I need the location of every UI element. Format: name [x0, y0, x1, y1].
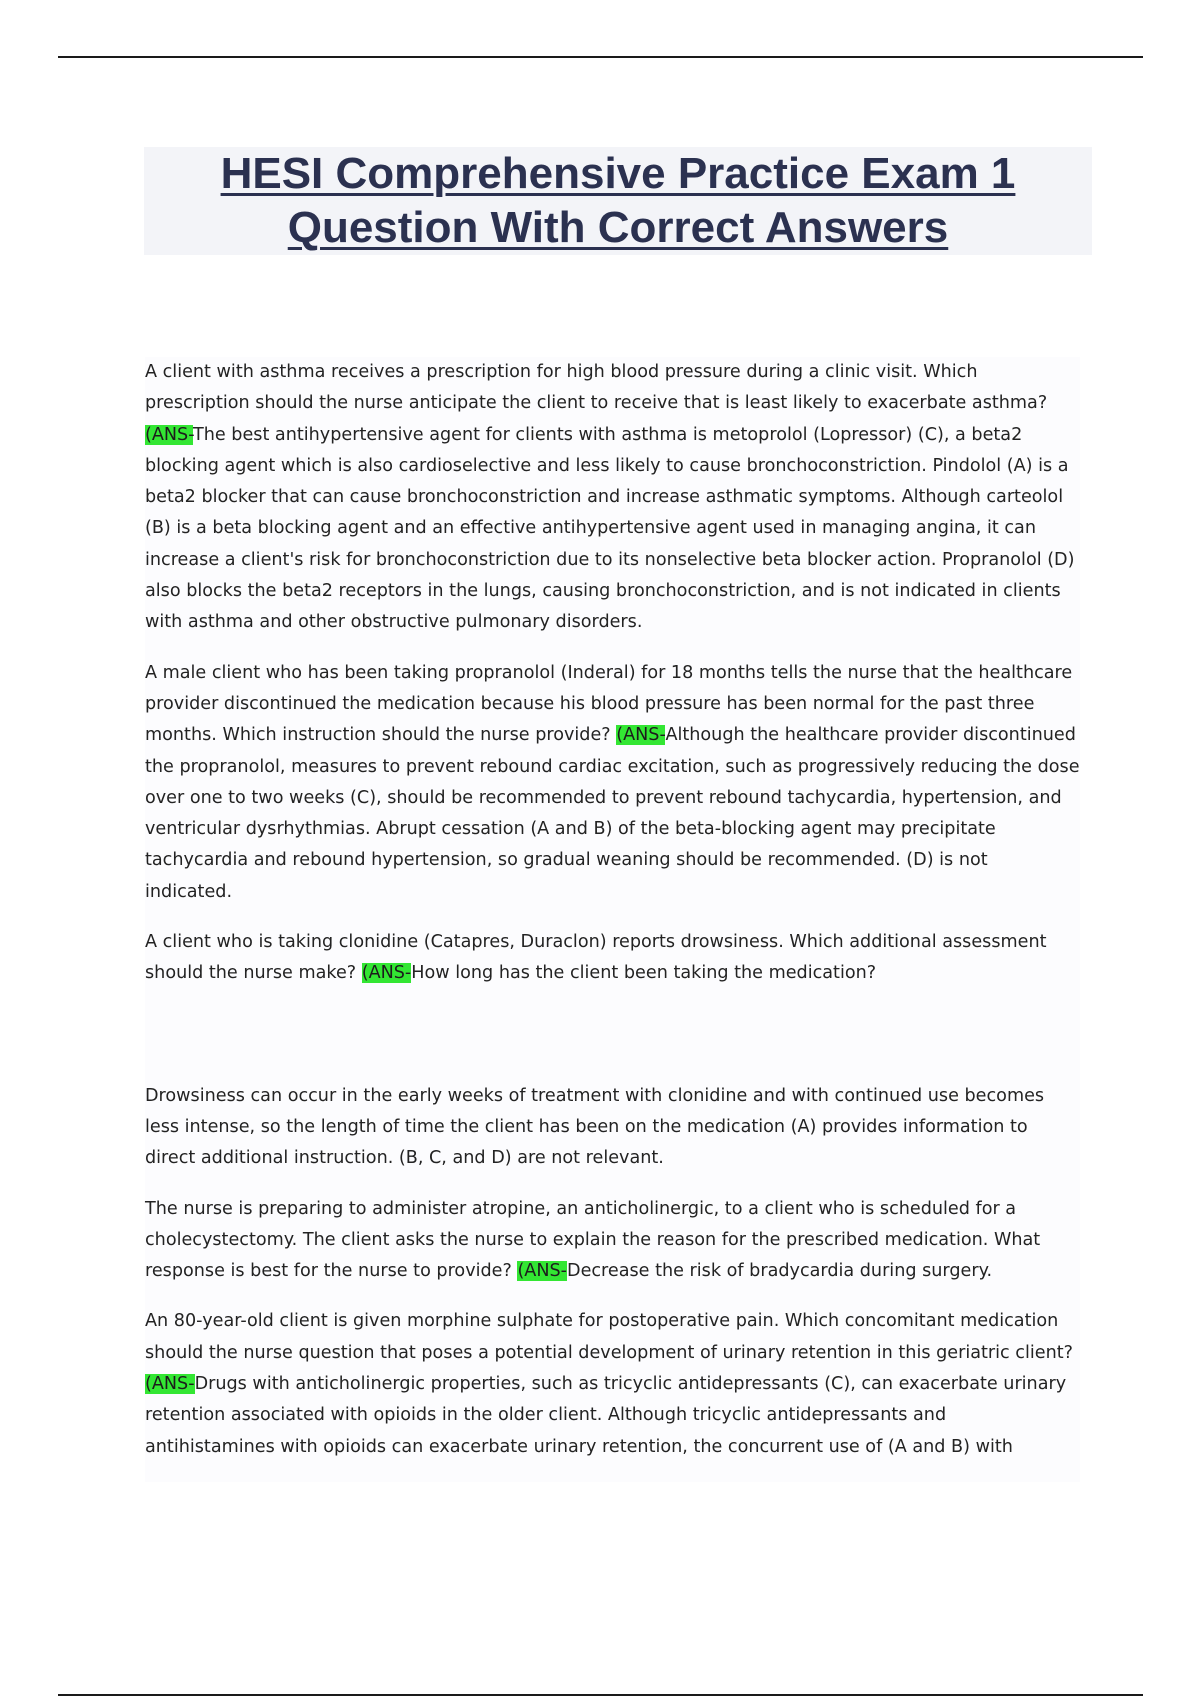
bottom-rule — [58, 1694, 1143, 1696]
answer-text: How long has the client been taking the medication? — [411, 963, 877, 984]
answer-text: The best antihypertensive agent for clients with asthma is metoprolol (Lopressor) (C), a beta2 blocking agent which is also cardioselective and less likely to cause bronchoconstriction. Pindolol (A) is a beta2 blocker that can cause bronchoconstriction and increase asthmatic symptoms. Although carteolol (B) is a beta blocking agent and an effective antihypertensive agent used in managing angina, it can increase a client's risk for bronchoconstriction due to its nonselective beta blocker action. Propranolol (D) also blocks the beta2 receptors in the lungs, causing bronchoconstriction, and is not indicated in clients with asthma and other obstructive pulmonary disorders. — [145, 424, 1075, 633]
answer-marker: (ANS- — [517, 1261, 568, 1282]
qa-item — [145, 357, 1080, 639]
answer-continuation — [145, 1081, 1080, 1175]
qa-item — [145, 1194, 1080, 1288]
spacer — [145, 1009, 1080, 1081]
answer-marker: (ANS- — [616, 725, 666, 746]
qa-item — [145, 927, 1080, 990]
question-text: A client with asthma receives a prescription for high blood pressure during a clinic visit. Which prescription should the nurse anticipate the client to receive that is least likely to exacerbate asthma? — [145, 362, 1048, 414]
document-body — [145, 357, 1080, 1482]
answer-text: Although the healthcare provider discontinued the propranolol, measures to prevent rebound cardiac excitation, such as progressively reducing the dose over one to two weeks (C), should be recommended to prevent rebound tachycardia, hypertension, and ventricular dysrhythmias. Abrupt cessation (A and B) of the beta-blocking agent may precipitate tachycardia and rebound hypertension, so gradual weaning should be recommended. (D) is not indicated. — [145, 725, 1080, 902]
answer-marker: (ANS- — [145, 1374, 195, 1395]
answer-marker: (ANS- — [361, 963, 412, 984]
continuation-text: Drowsiness can occur in the early weeks of treatment with clonidine and with continued use becomes less intense, so the length of time the client has been on the medication (A) provides information to direct additional instruction. (B, C, and D) are not relevant. — [145, 1085, 1045, 1169]
qa-item — [145, 658, 1080, 908]
answer-marker: (ANS- — [145, 424, 193, 445]
answer-text: Decrease the risk of bradycardia during surgery. — [567, 1261, 993, 1282]
title-line-2: Question With Correct Answers — [287, 203, 949, 252]
answer-text: Drugs with anticholinergic properties, such as tricyclic antidepressants (C), can exacerbate urinary retention associated with opioids in the older client. Although tricyclic antidepressants and antihistamines with opioids can exacerbate urinary retention, the concurrent use of (A and B) with — [145, 1374, 1067, 1457]
question-text: A male client who has been taking propranolol (Inderal) for 18 months tells the nurse that the healthcare provider discontinued the medication because his blood pressure has been normal for the past three months. Which instruction should the nurse provide? — [145, 662, 1073, 746]
question-text: The nurse is preparing to administer atropine, an anticholinergic, to a client who is scheduled for a cholecystectomy. The client asks the nurse to explain the reason for the prescribed medication. What response is best for the nurse to provide? — [145, 1198, 1041, 1282]
top-rule — [58, 56, 1143, 58]
question-text: An 80-year-old client is given morphine sulphate for postoperative pain. Which concomitant medication should the nurse question that poses a potential development of urinary retention in this geriatric client? — [145, 1311, 1073, 1363]
document-title — [144, 147, 1092, 255]
question-text: A client who is taking clonidine (Catapres, Duraclon) reports drowsiness. Which additional assessment should the nurse make? — [145, 932, 1047, 984]
title-line-1: HESI Comprehensive Practice Exam 1 — [220, 149, 1016, 198]
qa-item — [145, 1306, 1080, 1462]
